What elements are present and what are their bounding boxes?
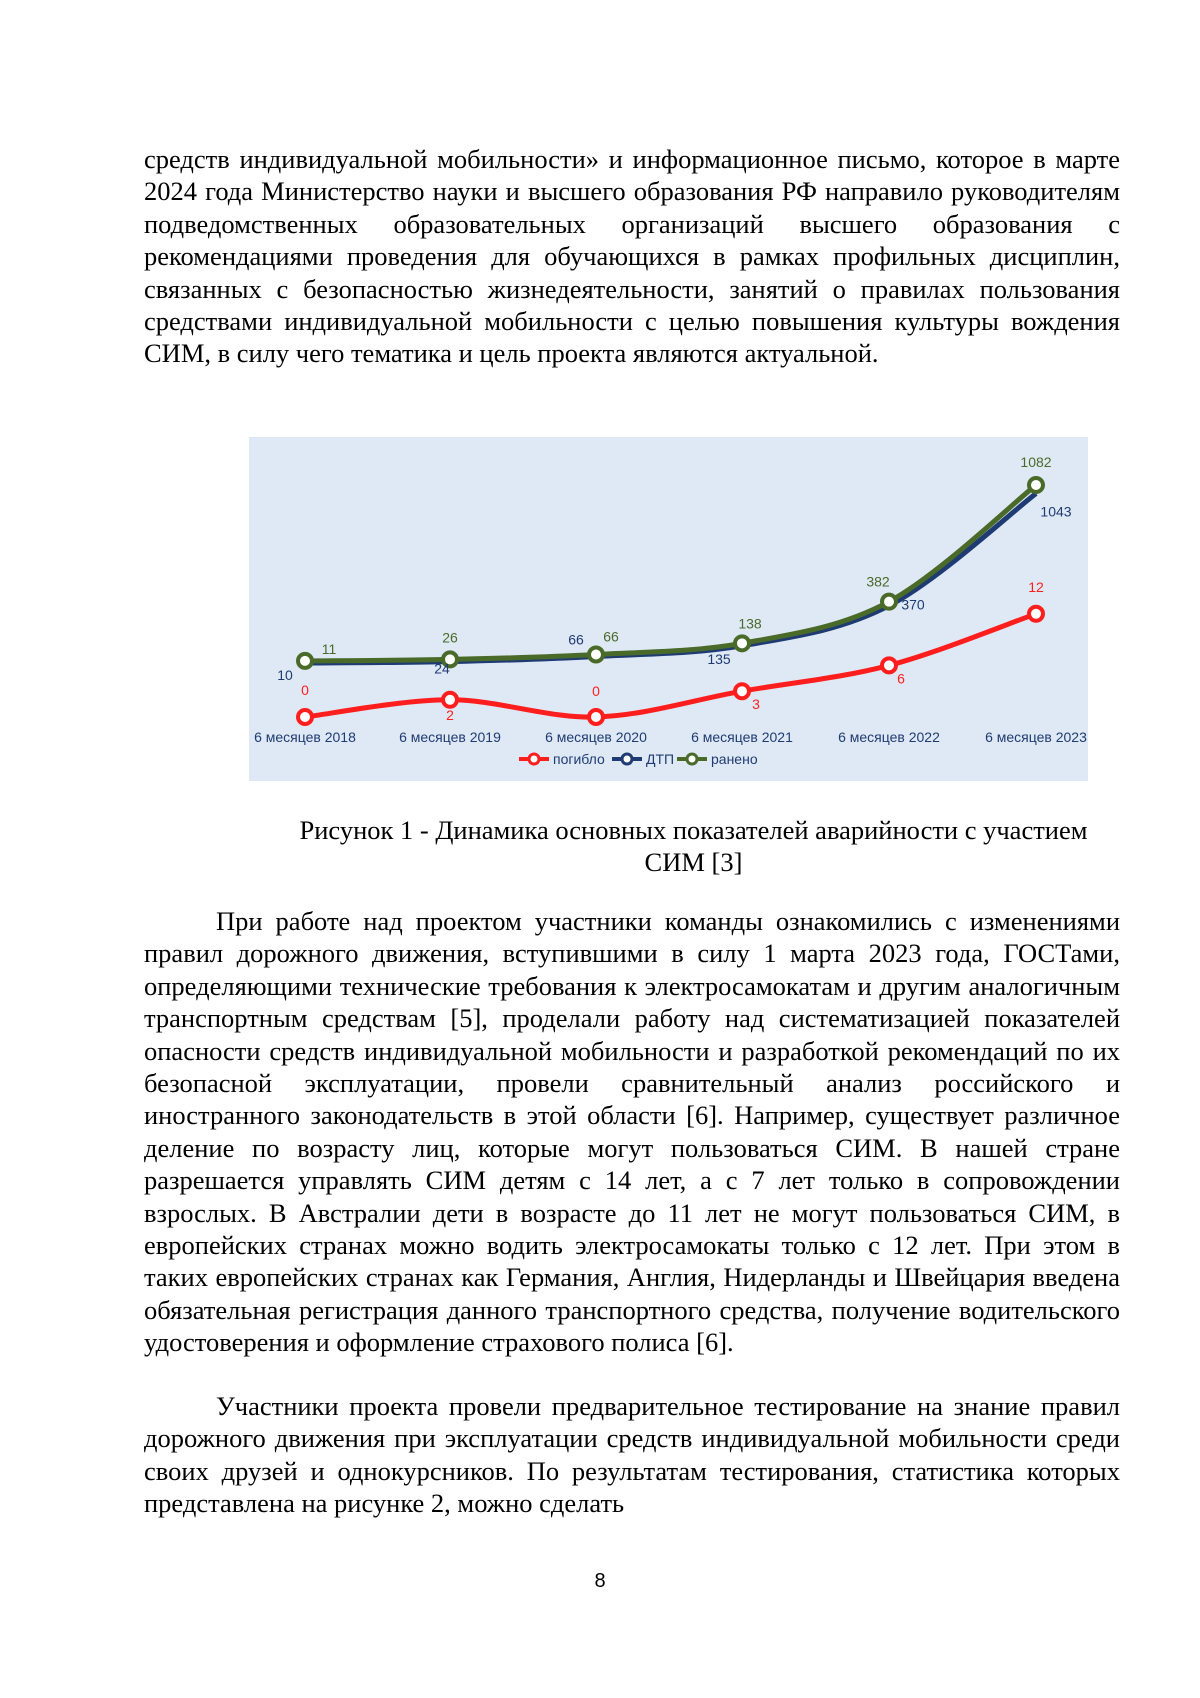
label-killed-4: 6 — [897, 670, 905, 687]
label-accidents-5: 1043 — [1040, 503, 1072, 520]
point-injured-3 — [735, 636, 749, 650]
x-tick-label-0: 6 месяцев 2018 — [254, 729, 356, 745]
figure-caption — [249, 814, 1088, 879]
x-tick-label-1: 6 месяцев 2019 — [399, 729, 501, 745]
x-tick-label-3: 6 месяцев 2021 — [691, 729, 793, 745]
label-accidents-4: 370 — [901, 596, 925, 613]
x-tick-label-4: 6 месяцев 2022 — [838, 729, 940, 745]
point-injured-4 — [882, 595, 896, 609]
label-accidents-2: 66 — [568, 631, 584, 648]
point-killed-1 — [443, 693, 457, 707]
label-killed-0: 0 — [301, 682, 309, 698]
point-killed-2 — [589, 710, 603, 724]
point-injured-5 — [1029, 478, 1043, 492]
paragraph-3: Участники проекта провели предварительное тестирование на знание правил дорожного движения при эксплуатации средств индивидуальной мобильности среди своих друзей и однокурсников. По результатам тестирования, статистика которых представлена на рисунке 2, можно сделать — [144, 1391, 1120, 1519]
x-tick-label-5: 6 месяцев 2023 — [985, 729, 1087, 745]
legend-label-injured: ранено — [711, 751, 758, 767]
point-injured-0 — [298, 654, 312, 668]
label-killed-1: 2 — [446, 706, 454, 723]
point-injured-2 — [589, 648, 603, 662]
label-accidents-3: 135 — [707, 650, 731, 667]
label-injured-3: 138 — [738, 615, 762, 632]
label-injured-2: 66 — [603, 628, 619, 645]
point-killed-4 — [882, 658, 896, 672]
x-tick-label-2: 6 месяцев 2020 — [545, 729, 647, 745]
legend-label-accidents: ДТП — [646, 751, 675, 767]
accident-chart — [249, 437, 1088, 781]
chart-background — [249, 437, 1088, 781]
legend-label-killed: погибло — [553, 751, 605, 767]
chart-svg — [249, 437, 1088, 781]
legend-marker-accidents — [622, 754, 632, 764]
label-injured-0: 11 — [321, 640, 337, 657]
label-injured-5: 1082 — [1020, 454, 1052, 470]
point-killed-0 — [298, 710, 312, 724]
paragraph-1: средств индивидуальной мобильности» и информационное письмо, которое в марте 2024 года Министерство науки и высшего образования РФ направило руководителям подведомственных образовательных организаций высшего образования с рекомендациями проведения для обучающихся в рамках профильных дисциплин, связанных с безопасностью жизнедеятельности, занятий о правилах пользования средствами индивидуальной мобильности с целью повышения культуры вождения СИМ, в силу чего тематика и цель проекта являются актуальной. — [144, 144, 1120, 369]
caption-line-2: СИМ [3] — [644, 847, 743, 878]
legend-marker-injured — [687, 754, 697, 764]
legend-marker-killed — [529, 754, 539, 764]
point-killed-5 — [1029, 607, 1043, 621]
label-killed-5: 12 — [1028, 578, 1044, 595]
caption-line-1: Рисунок 1 - Динамика основных показателей аварийности с участием — [299, 815, 1088, 845]
label-injured-4: 382 — [866, 573, 890, 590]
label-accidents-1: 24 — [434, 660, 450, 677]
label-accidents-0: 10 — [277, 667, 293, 683]
page-number: 8 — [594, 1570, 606, 1592]
paragraph-2: При работе над проектом участники команды ознакомились с изменениями правил дорожного движения, вступившими в силу 1 марта 2023 года, ГОСТами, определяющими технические требования к электросамокатам и другим аналогичным транспортным средствам [5], проделали работу над систематизацией показателей опасности средств индивидуальной мобильности и разработкой рекомендаций по их безопасной эксплуатации, провели сравнительный анализ российского и иностранного законодательств в этой области [6]. Например, существует различное деление по возрасту лиц, которые могут пользоваться СИМ. В нашей стране разрешается управлять СИМ детям с 14 лет, а с 7 лет только в сопровождении взрослых. В Австралии дети в возрасте до 11 лет не могут пользоваться СИМ, в европейских странах можно водить электросамокаты только с 12 лет. При этом в таких европейских странах как Германия, Англия, Нидерланды и Швейцария введена обязательная регистрация данного транспортного средства, получение водительского удостоверения и оформление страхового полиса [6]. — [144, 906, 1120, 1358]
label-killed-2: 0 — [592, 683, 600, 699]
label-injured-1: 26 — [442, 629, 458, 646]
label-killed-3: 3 — [752, 696, 760, 713]
point-killed-3 — [735, 684, 749, 698]
